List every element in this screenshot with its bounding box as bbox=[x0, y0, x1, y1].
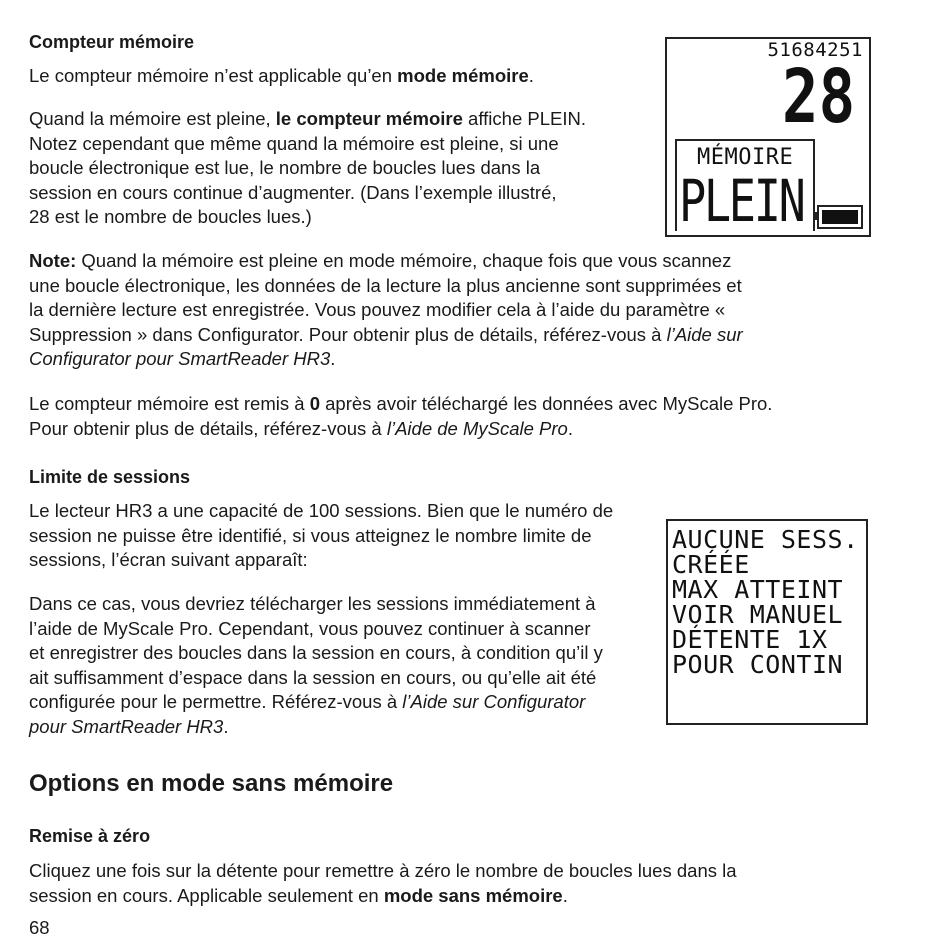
lcd-line: MAX ATTEINT bbox=[672, 575, 844, 604]
heading-remise-zero: Remise à zéro bbox=[29, 826, 151, 846]
battery-icon bbox=[817, 205, 863, 229]
note-paragraph: Note: Quand la mémoire est pleine en mode mémoire, chaque fois que vous scannez une boucle électronique, les données de la lecture la plus ancienne sont supprimées et la dernière lecture est enregistrée. Vous pouvez modifier cela à l’aide du paramètre « Suppression » dans Configurator. Pour obtenir plus de détails, référez-vous à l’Aide sur Configurator pour SmartReader HR3. bbox=[29, 250, 743, 369]
lcd-memory-box bbox=[675, 139, 815, 235]
paragraph-memoire-pleine: Quand la mémoire est pleine, le compteur mémoire affiche PLEIN. Notez cependant que même quand la mémoire est pleine, si une boucle électronique est lue, le nombre de boucles lues dans la session en cours continue d’augmenter. (Dans l’exemple illustré, 28 est le nombre de boucles lues.) bbox=[29, 108, 586, 227]
lcd-line: AUCUNE SESS. bbox=[672, 525, 859, 554]
heading-limite-sessions: Limite de sessions bbox=[29, 467, 191, 487]
lcd-line: CRÉÉE bbox=[672, 550, 750, 579]
paragraph-remise-zero: Cliquez une fois sur la détente pour remettre à zéro le nombre de boucles lues dans la session en cours. Applicable seulement en mode sans mémoire. bbox=[29, 860, 737, 906]
lcd-memory-label: MÉMOIRE bbox=[697, 145, 794, 170]
lcd-line: DÉTENTE 1X bbox=[672, 625, 828, 654]
paragraph-mode-memoire: Le compteur mémoire n’est applicable qu’en mode mémoire. bbox=[29, 65, 534, 86]
paragraph-remise-compteur: Le compteur mémoire est remis à 0 après avoir téléchargé les données avec MyScale Pro. Pour obtenir plus de détails, référez-vous à l’Aide de MyScale Pro. bbox=[29, 393, 773, 439]
lcd-serial-number: 51684251 bbox=[767, 39, 863, 61]
lcd-line: POUR CONTIN bbox=[672, 650, 844, 679]
paragraph-capacite-sessions: Le lecteur HR3 a une capacité de 100 sessions. Bien que le numéro de session ne puisse être identifié, si vous atteignez le nombre limite de sessions, l’écran suivant apparaît: bbox=[29, 500, 614, 570]
lcd-line: VOIR MANUEL bbox=[672, 600, 844, 629]
lcd-screen-session-limit bbox=[666, 519, 868, 725]
lcd-memory-status: PLEIN bbox=[679, 167, 804, 235]
lcd-screen-memoire-plein bbox=[665, 37, 871, 237]
lcd-read-count: 28 bbox=[781, 54, 855, 140]
page-number: 68 bbox=[29, 917, 50, 938]
section-title-options: Options en mode sans mémoire bbox=[29, 770, 394, 797]
paragraph-telecharger-sessions: Dans ce cas, vous devriez télécharger les sessions immédiatement à l’aide de MyScale Pro. Cependant, vous pouvez continuer à scanner et enregistrer des boucles dans la session en cours, à condition qu’il y ait suffisamment d’espace dans la session en cours, ou qu’elle ait été configurée pour le permettre. Référez-vous à l’Aide sur Configurator pour SmartReader HR3. bbox=[29, 593, 603, 737]
heading-compteur-memoire: Compteur mémoire bbox=[29, 32, 195, 52]
